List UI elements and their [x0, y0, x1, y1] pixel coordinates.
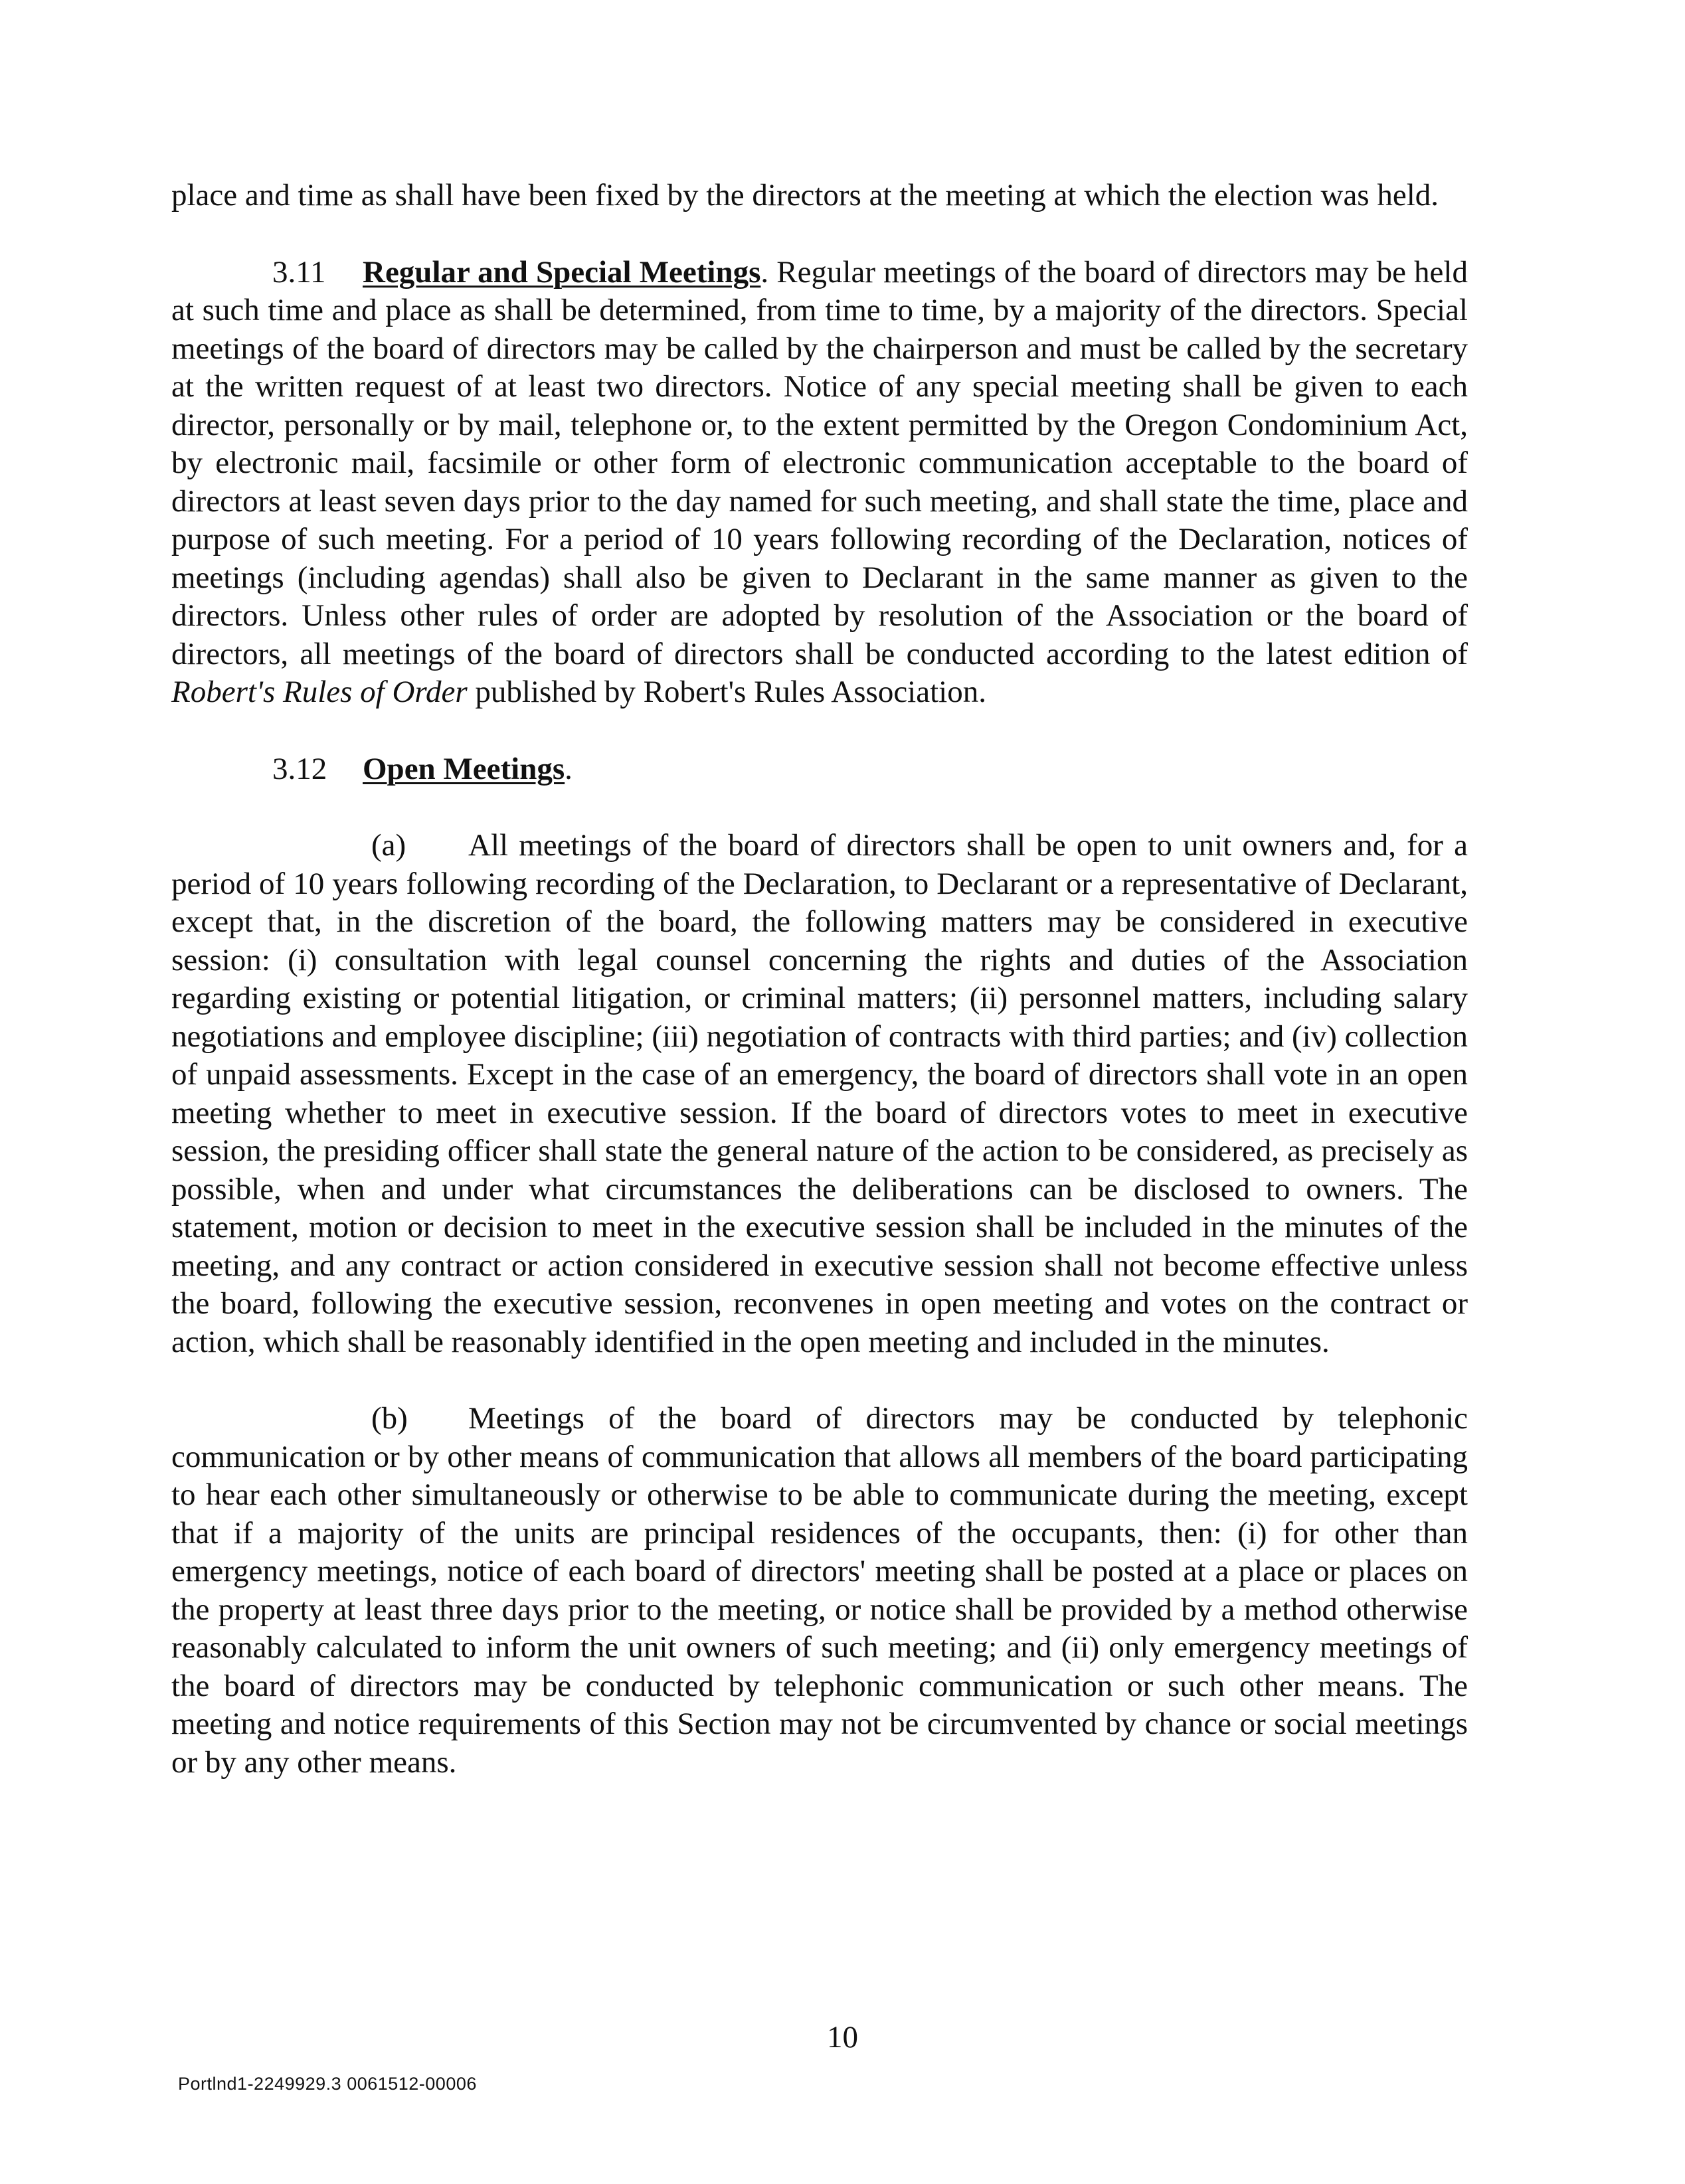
- section-3-11-heading: Regular and Special Meetings: [363, 254, 761, 290]
- subsection-b-paragraph: [171, 1400, 1468, 1782]
- subsection-a-paragraph: [171, 827, 1468, 1361]
- subsection-b-text: Meetings of the board of directors may be conducted by telephonic communication or by other means of communication that allows all members of the board participating to hear each other simultaneously or otherwise to be able to communicate during the meeting, except that if a majority of the units are principal residences of the occupants, then: (i) for other than emergency meetings, notice of each board of directors' meeting shall be posted at a place or places on the property at least three days prior to the meeting, or notice shall be provided by a method otherwise reasonably calculated to inform the unit owners of such meeting; and (ii) only emergency meetings of the board of directors may be conducted by telephonic communication or such other means. The meeting and notice requirements of this Section may not be circumvented by chance or social meetings or by any other means.: [171, 1401, 1468, 1780]
- section-3-12-heading-line: [171, 750, 1468, 789]
- section-3-11-paragraph: [171, 254, 1468, 712]
- section-3-11-body: Regular meetings of the board of directors may be held at such time and place as shall be determined, from time to time, by a majority of the directors. Special meetings of the board of directors may be called by the chairperson and must be called by the secretary at the written request of at least two directors. Notice of any special meeting shall be given to each director, personally or by mail, telephone or, to the extent permitted by the Oregon Condominium Act, by electronic mail, facsimile or other form of electronic communication acceptable to the board of directors at least seven days prior to the day named for such meeting, and shall state the time, place and purpose of such meeting. For a period of 10 years following recording of the Declaration, notices of meetings (including agendas) shall also be given to Declarant in the same manner as given to the directors. Unless other rules of order are adopted by resolution of the Association or the board of directors, all meetings of the board of directors shall be conducted according to the latest edition of: [171, 254, 1468, 671]
- subsection-a-text: All meetings of the board of directors shall be open to unit owners and, for a period of 10 years following recording of the Declaration, to Declarant or a representative of Declarant, except that, in the discretion of the board, the following matters may be considered in executive session: (i) consultation with legal counsel concerning the rights and duties of the Association regarding existing or potential litigation, or criminal matters; (ii) personnel matters, including salary negotiations and employee discipline; (iii) negotiation of contracts with third parties; and (iv) collection of unpaid assessments. Except in the case of an emergency, the board of directors shall vote in an open meeting whether to meet in executive session. If the board of directors votes to meet in executive session, the presiding officer shall state the general nature of the action to be considered, as precisely as possible, when and under what circumstances the deliberations can be disclosed to owners. The statement, motion or decision to meet in the executive session shall be included in the minutes of the meeting, and any contract or action considered in executive session shall not become effective unless the board, following the executive session, reconvenes in open meeting and votes on the contract or action, which shall be reasonably identified in the open meeting and included in the minutes.: [171, 828, 1468, 1359]
- section-3-11-heading-punct: .: [760, 254, 769, 290]
- section-3-11-number: 3.11: [272, 254, 326, 290]
- section-3-12-heading-punct: .: [565, 751, 573, 786]
- document-body: [171, 177, 1468, 1782]
- subsection-a-label: (a): [371, 828, 406, 863]
- section-3-12-heading: Open Meetings: [363, 751, 565, 786]
- section-3-11-italic-title: Robert's Rules of Order: [171, 675, 468, 709]
- continuation-paragraph: place and time as shall have been fixed by the directors at the meeting at which the election was held.: [171, 178, 1439, 212]
- subsection-b-label: (b): [371, 1401, 408, 1436]
- section-3-12-number: 3.12: [272, 751, 327, 786]
- page-number: 10: [827, 2020, 858, 2055]
- document-id-footer: Portlnd1-2249929.3 0061512-00006: [178, 2074, 477, 2094]
- section-3-11-body-end: published by Robert's Rules Association.: [467, 675, 986, 709]
